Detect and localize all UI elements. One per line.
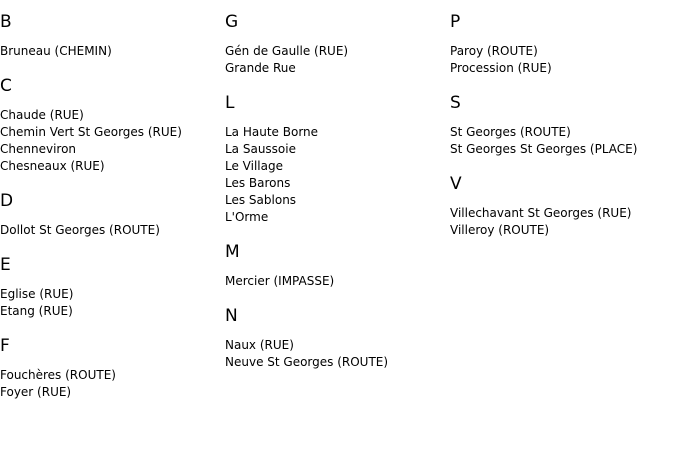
letter-heading-l: L bbox=[225, 93, 235, 113]
street-index-column-1 bbox=[0, 12, 220, 401]
street-link[interactable]: L'Orme bbox=[225, 210, 269, 224]
letter-heading-s: S bbox=[450, 93, 461, 113]
letter-group-e bbox=[0, 255, 220, 320]
street-link[interactable]: Grande Rue bbox=[225, 61, 296, 75]
street-link[interactable]: Chemin Vert St Georges (RUE) bbox=[0, 125, 182, 139]
street-link[interactable]: Fouchères (ROUTE) bbox=[0, 368, 116, 382]
letter-heading-e: E bbox=[0, 255, 11, 275]
letter-group-g bbox=[225, 12, 445, 77]
letter-heading-f: F bbox=[0, 336, 10, 356]
street-list-v bbox=[450, 205, 670, 239]
street-link[interactable]: Mercier (IMPASSE) bbox=[225, 274, 335, 288]
street-index-column-2 bbox=[225, 12, 445, 371]
street-link[interactable]: Procession (RUE) bbox=[450, 61, 552, 75]
street-list-e bbox=[0, 286, 220, 320]
street-list-b bbox=[0, 43, 220, 60]
street-list-n bbox=[225, 337, 445, 371]
street-list-c bbox=[0, 107, 220, 175]
letter-group-l bbox=[225, 93, 445, 226]
street-list-p bbox=[450, 43, 670, 77]
street-link[interactable]: Chaude (RUE) bbox=[0, 108, 84, 122]
street-link[interactable]: Le Village bbox=[225, 159, 283, 173]
letter-heading-c: C bbox=[0, 76, 12, 96]
letter-group-m bbox=[225, 242, 445, 290]
street-index-column-3 bbox=[450, 12, 670, 239]
street-link[interactable]: Les Sablons bbox=[225, 193, 297, 207]
letter-heading-d: D bbox=[0, 191, 14, 211]
letter-group-n bbox=[225, 306, 445, 371]
letter-group-p bbox=[450, 12, 670, 77]
street-link[interactable]: Foyer (RUE) bbox=[0, 385, 72, 399]
street-list-f bbox=[0, 367, 220, 401]
street-link[interactable]: Naux (RUE) bbox=[225, 338, 294, 352]
street-link[interactable]: La Saussoie bbox=[225, 142, 296, 156]
street-link[interactable]: St Georges (ROUTE) bbox=[450, 125, 571, 139]
letter-group-f bbox=[0, 336, 220, 401]
letter-heading-v: V bbox=[450, 174, 462, 194]
street-link[interactable]: Gén de Gaulle (RUE) bbox=[225, 44, 349, 58]
street-list-g bbox=[225, 43, 445, 77]
letter-heading-n: N bbox=[225, 306, 238, 326]
street-link[interactable]: Villeroy (ROUTE) bbox=[450, 223, 550, 237]
street-link[interactable]: Villechavant St Georges (RUE) bbox=[450, 206, 632, 220]
letter-group-c bbox=[0, 76, 220, 175]
letter-group-v bbox=[450, 174, 670, 239]
street-list-m bbox=[225, 273, 445, 290]
street-link[interactable]: St Georges St Georges (PLACE) bbox=[450, 142, 638, 156]
letter-heading-m: M bbox=[225, 242, 240, 262]
street-link[interactable]: La Haute Borne bbox=[225, 125, 319, 139]
street-link[interactable]: Etang (RUE) bbox=[0, 304, 73, 318]
letter-heading-g: G bbox=[225, 12, 239, 32]
street-link[interactable]: Bruneau (CHEMIN) bbox=[0, 44, 112, 58]
street-list-l bbox=[225, 124, 445, 226]
street-link[interactable]: Les Barons bbox=[225, 176, 291, 190]
street-list-d bbox=[0, 222, 220, 239]
letter-group-s bbox=[450, 93, 670, 158]
street-link[interactable]: Neuve St Georges (ROUTE) bbox=[225, 355, 389, 369]
street-link[interactable]: Chesneaux (RUE) bbox=[0, 159, 105, 173]
letter-heading-b: B bbox=[0, 12, 12, 32]
street-link[interactable]: Eglise (RUE) bbox=[0, 287, 74, 301]
letter-group-d bbox=[0, 191, 220, 239]
letter-group-b bbox=[0, 12, 220, 60]
street-link[interactable]: Dollot St Georges (ROUTE) bbox=[0, 223, 160, 237]
street-link[interactable]: Paroy (ROUTE) bbox=[450, 44, 538, 58]
street-list-s bbox=[450, 124, 670, 158]
street-link[interactable]: Chenneviron bbox=[0, 142, 77, 156]
letter-heading-p: P bbox=[450, 12, 461, 32]
